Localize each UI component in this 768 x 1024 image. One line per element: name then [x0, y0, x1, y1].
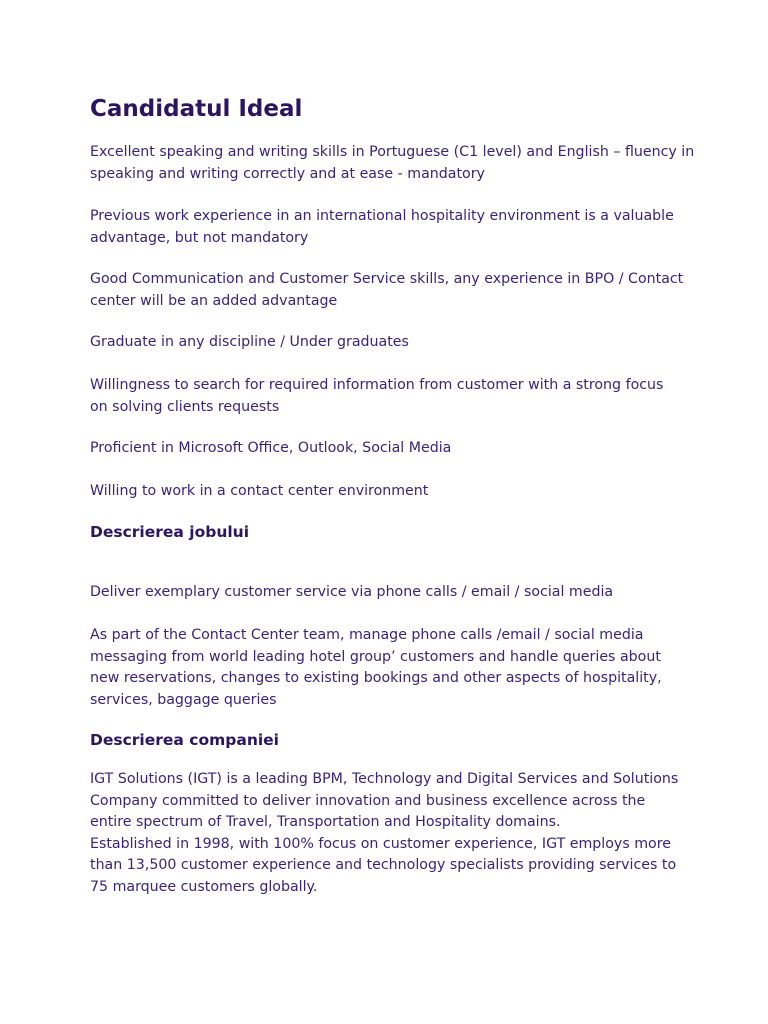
requirement-paragraph [90, 206, 686, 249]
requirement-paragraph [90, 142, 695, 185]
text-line: on solving clients requests [90, 398, 280, 415]
section-title-ideal-candidate: Candidatul Ideal [90, 96, 303, 122]
text-line: Good Communication and Customer Service skills, any experience in BPO / Contact [90, 271, 684, 287]
text-line: than 13,500 customer experience and technology specialists providing services to [90, 857, 677, 873]
text-line: messaging from world leading hotel group’ customers and handle queries about [90, 648, 661, 665]
section-title-company-description: Descrierea companiei [90, 731, 279, 749]
text-line: speaking and writing correctly and at ease - mandatory [90, 165, 485, 182]
job-paragraph [90, 582, 686, 604]
text-line: entire spectrum of Travel, Transportation and Hospitality domains. [90, 814, 561, 830]
company-paragraph [90, 769, 686, 898]
requirement-paragraph [90, 269, 686, 312]
requirement-paragraph [90, 375, 686, 418]
text-line: Willing to work in a contact center environment [90, 483, 429, 499]
text-line: Graduate in any discipline / Under graduates [90, 334, 409, 350]
text-line: Proficient in Microsoft Office, Outlook, Social Media [90, 440, 452, 456]
text-line: IGT Solutions (IGT) is a leading BPM, Technology and Digital Services and Solutions [90, 771, 679, 787]
job-paragraph [90, 625, 686, 711]
text-line: services, baggage queries [90, 691, 277, 708]
text-line: Established in 1998, with 100% focus on customer experience, IGT employs more [90, 835, 671, 852]
text-line: Deliver exemplary customer service via phone calls / email / social media [90, 584, 614, 600]
text-line: Willingness to search for required information from customer with a strong focus [90, 377, 664, 393]
text-line: Company committed to deliver innovation and business excellence across the [90, 792, 646, 809]
requirement-paragraph [90, 481, 686, 503]
text-line: center will be an added advantage [90, 292, 338, 309]
text-line: As part of the Contact Center team, manage phone calls /email / social media [90, 627, 644, 643]
text-line: Excellent speaking and writing skills in Portuguese (C1 level) and English – fluency in [90, 144, 695, 160]
text-line: 75 marquee customers globally. [90, 878, 318, 895]
requirement-paragraph [90, 438, 686, 460]
requirement-paragraph [90, 332, 686, 354]
text-line: Previous work experience in an international hospitality environment is a valuable [90, 208, 674, 224]
text-line: advantage, but not mandatory [90, 229, 309, 246]
text-line: new reservations, changes to existing bookings and other aspects of hospitality, [90, 670, 662, 686]
section-title-job-description: Descrierea jobului [90, 523, 250, 541]
